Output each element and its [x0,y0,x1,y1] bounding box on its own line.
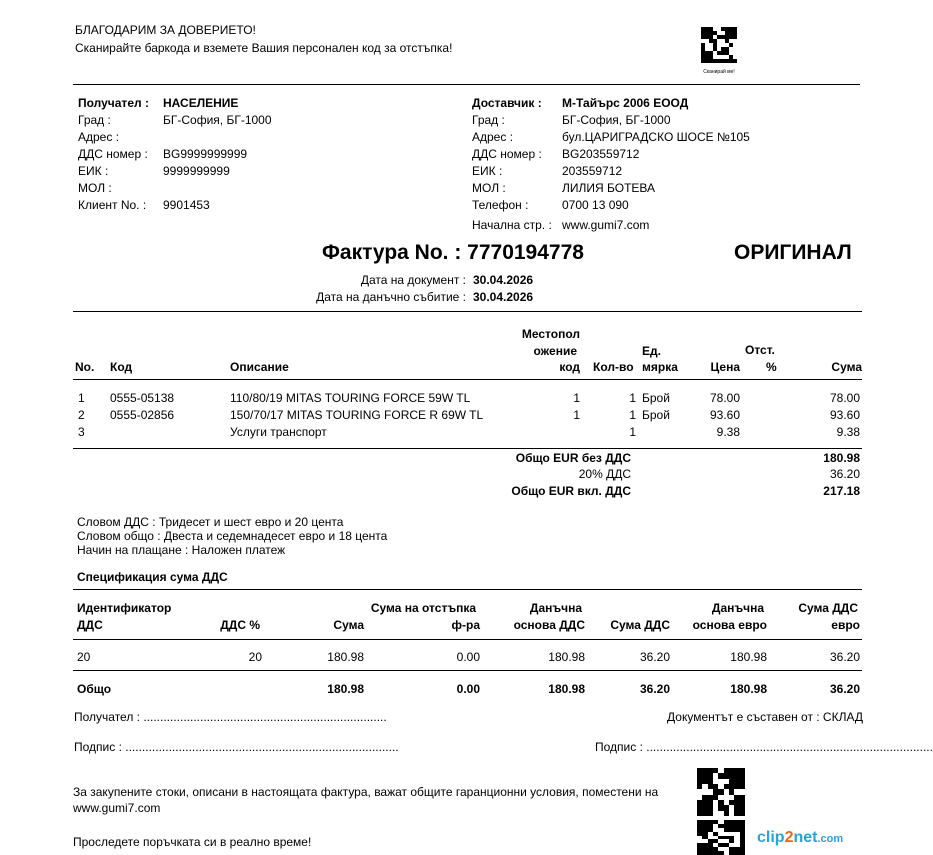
field-label: МОЛ : [472,181,506,195]
field-value: 0700 13 090 [562,198,629,212]
spec-h-vateur-1: Сума ДДС [798,601,858,615]
gross-total-label: Общо EUR вкл. ДДС [511,484,631,498]
col-desc: Описание [230,360,289,374]
col-loc-3: код [559,360,580,374]
field-label: ДДС номер : [472,147,542,161]
col-disc-1: Отст. [745,343,775,357]
field-value: 9999999999 [163,164,230,178]
right-signature-line: Подпис : ...................................................................................... [595,740,933,754]
item-desc: Услуги транспорт [230,425,327,439]
spec-h-baseeur-1: Данъчна [711,601,764,615]
spec-row-base: 180.98 [548,650,585,664]
field-label: Град : [472,113,505,127]
spec-row-vateur: 36.20 [829,650,860,664]
spec-h-vat: Сума ДДС [610,618,670,632]
item-unit: Брой [642,408,670,422]
tax-date-label: Дата на данъчно събитие : [316,290,466,304]
spec-h-disc-inv: ф-ра [451,618,480,632]
warranty-link[interactable]: www.gumi7.com [73,801,161,815]
item-price: 78.00 [709,391,740,405]
item-sum: 9.38 [836,425,860,439]
doc-date: 30.04.2026 [473,273,534,287]
spec-row-disc: 0.00 [456,650,480,664]
spec-h-id-2: ДДС [77,618,103,632]
spec-h-base-2: основа ДДС [513,618,585,632]
spec-h-vateur-2: евро [831,618,860,632]
col-disc-2: % [766,360,777,374]
field-label: МОЛ : [78,181,112,195]
watermark-logo [757,829,843,847]
item-unit: Брой [642,391,670,405]
spec-total-vat: 36.20 [639,682,670,696]
spec-row-baseeur: 180.98 [730,650,767,664]
field-value: бул.ЦАРИГРАДСКО ШОСЕ №105 [562,130,750,144]
field-value: BG203559712 [562,147,640,161]
watermark-part: net [793,829,818,846]
field-value: ЛИЛИЯ БОТЕВА [562,181,656,195]
col-unit-2: мярка [642,360,678,374]
vat-in-words: Словом ДДС : Тридесет и шест евро и 20 цента [77,515,344,529]
item-price: 9.38 [716,425,740,439]
item-price: 93.60 [709,408,740,422]
spec-h-base-1: Данъчна [529,601,582,615]
recipient-label: Получател : [78,96,149,110]
recipient-signature-line: Получател : ......................................................................... [74,710,387,724]
item-sum: 78.00 [829,391,860,405]
col-loc-2: ожение [533,344,577,358]
field-label: ДДС номер : [78,147,148,161]
spec-h-baseeur-2: основа евро [692,618,767,632]
qr-caption: Сканирай ме! [703,69,735,75]
watermark-part: 2 [784,829,794,846]
field-label: Град : [78,113,111,127]
divider [73,670,862,671]
spec-total-sum: 180.98 [327,682,364,696]
field-value: 9901453 [163,198,210,212]
divider [73,84,860,85]
tax-date: 30.04.2026 [473,290,534,304]
net-total-label: Общо EUR без ДДС [515,451,631,465]
recipient-name: НАСЕЛЕНИЕ [163,96,239,110]
spec-row-sum: 180.98 [327,650,364,664]
spec-row-vat: 36.20 [639,650,670,664]
item-no: 2 [78,408,85,422]
track-text: Проследете поръчката си в реално време! [73,835,312,849]
col-code: Код [110,360,133,374]
field-value: 203559712 [562,164,623,178]
spec-h-pct: ДДС % [220,618,260,632]
item-qty: 1 [629,408,636,422]
field-label: Телефон : [472,198,529,212]
col-sum: Сума [831,360,862,374]
payment-method: Начин на плащане : Наложен платеж [77,543,286,557]
qr-code-icon [697,768,745,816]
item-code: 0555-05138 [110,391,175,405]
gross-total: 217.18 [823,484,860,498]
col-loc-1: Местопол [521,327,580,341]
doc-date-label: Дата на документ : [360,273,466,287]
supplier-name: М-Тайърс 2006 ЕООД [562,96,689,110]
spec-total-label: Общо [77,682,112,696]
field-label: Клиент No. : [78,198,147,212]
item-no: 1 [78,391,85,405]
watermark-part: clip [757,829,785,846]
watermark-part: .com [817,833,844,845]
field-value: BG9999999999 [163,147,248,161]
col-unit-1: Ед. [642,344,661,358]
col-qty: Кол-во [593,360,634,374]
spec-row-pct: 20 [248,650,262,664]
warranty-text: За закупените стоки, описани в настоящата фактура, важат общите гаранционни условия, поместени на [73,785,659,799]
composer-label: Документът е съставен от : СКЛАД [667,710,863,724]
item-sum: 93.60 [829,408,860,422]
spec-total-baseeur: 180.98 [730,682,767,696]
divider [73,448,862,449]
spec-row-id: 20 [77,650,91,664]
spec-total-disc: 0.00 [456,682,480,696]
spec-total-vateur: 36.20 [829,682,860,696]
col-price: Цена [710,360,740,374]
divider [73,311,862,312]
divider [73,639,862,640]
left-signature-line: Подпис : .................................................................................. [74,740,399,754]
item-no: 3 [78,425,85,439]
spec-h-disc-1: Сума на отстъпка [370,601,476,615]
field-label: ЕИК : [472,164,503,178]
spec-title: Спецификация сума ДДС [77,570,228,584]
supplier-label: Доставчик : [472,96,542,110]
total-in-words: Словом общо : Двеста и седемнадесет евро и 18 цента [77,529,388,543]
field-value: БГ-София, БГ-1000 [163,113,272,127]
item-qty: 1 [629,425,636,439]
spec-h-id-1: Идентификатор [77,601,172,615]
invoice-title: Фактура No. : 7770194778 [322,241,584,264]
field-value: БГ-София, БГ-1000 [562,113,671,127]
item-loc: 1 [573,391,580,405]
spec-total-base: 180.98 [548,682,585,696]
item-qty: 1 [629,391,636,405]
spec-h-disc-sum: Сума [333,618,364,632]
field-label: Адрес : [472,130,514,144]
net-total: 180.98 [823,451,860,465]
scan-text: Сканирайте баркода и вземете Вашия персонален код за отстъпка! [75,41,453,55]
vat-total: 36.20 [829,467,860,481]
item-loc: 1 [573,408,580,422]
divider [73,589,862,590]
item-desc: 110/80/19 MITAS TOURING FORCE 59W TL [230,391,471,405]
qr-code-icon [701,27,737,63]
vat-total-label: 20% ДДС [578,467,631,481]
field-label: Начална стр. : [472,218,552,232]
divider [73,379,862,380]
field-value: www.gumi7.com [562,218,650,232]
qr-code-icon [697,820,745,855]
original-label: ОРИГИНАЛ [734,241,852,264]
field-label: ЕИК : [78,164,109,178]
col-no: No. [75,360,95,374]
thanks-text: БЛАГОДАРИМ ЗА ДОВЕРИЕТО! [75,23,256,37]
field-label: Адрес : [78,130,120,144]
item-desc: 150/70/17 MITAS TOURING FORCE R 69W TL [230,408,484,422]
item-code: 0555-02856 [110,408,175,422]
